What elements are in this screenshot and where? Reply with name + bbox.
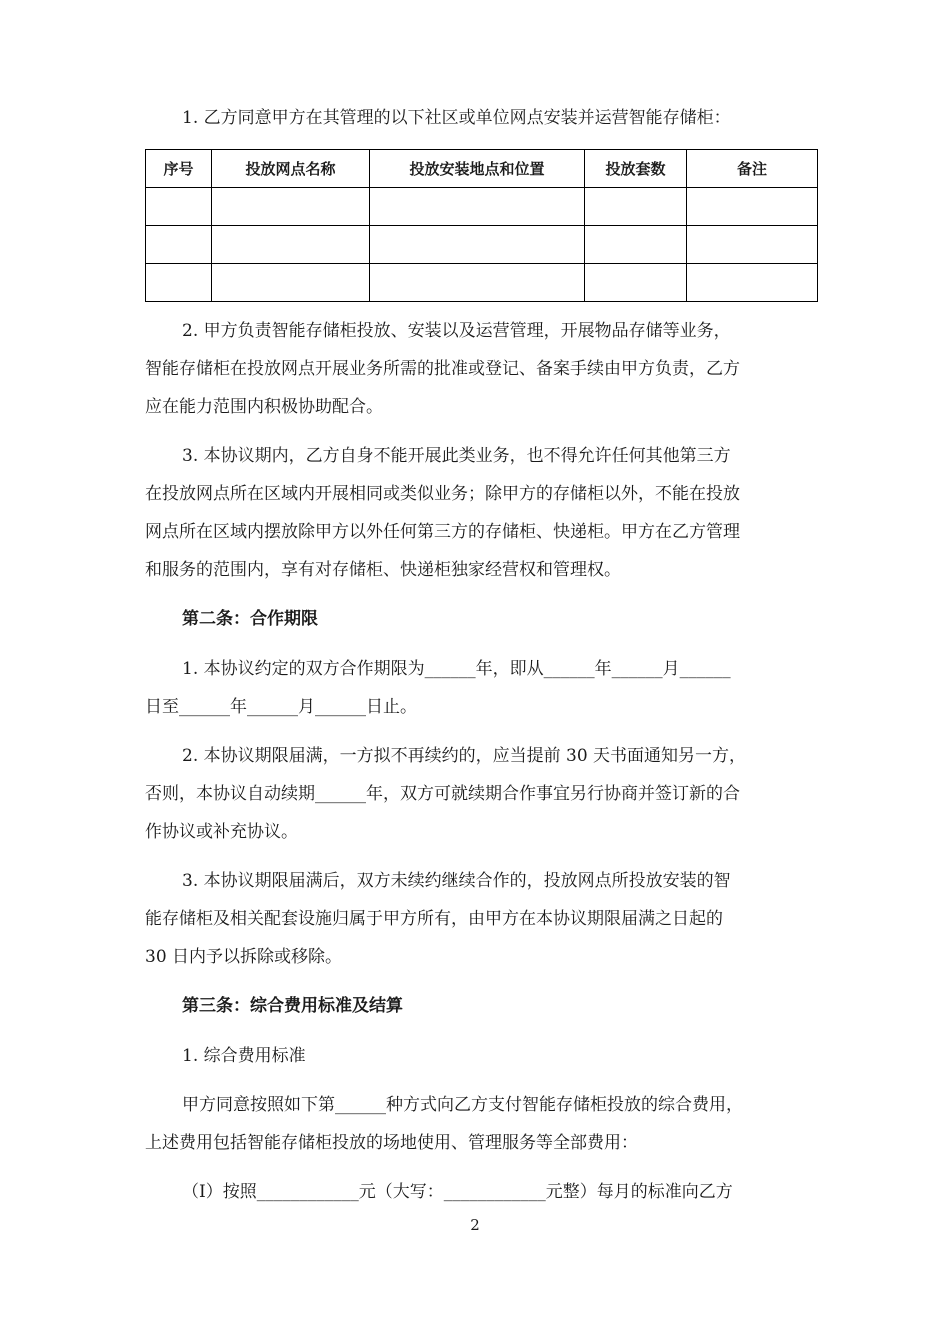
clause2-item2-line2: 否则，本协议自动续期______年，双方可就续期合作事宜另行协商并签订新的合 — [145, 784, 740, 804]
table-cell — [212, 226, 370, 264]
clause1-item3-line2: 在投放网点所在区域内开展相同或类似业务；除甲方的存储柜以外，不能在投放 — [145, 484, 740, 504]
clause2-item3-line1: 3. 本协议期限届满后，双方未续约继续合作的，投放网点所投放安装的智 — [182, 871, 731, 891]
table-cell — [687, 188, 818, 226]
table-cell — [146, 188, 212, 226]
page-number: 2 — [470, 1216, 480, 1234]
clause1-item2-line3: 应在能力范围内积极协助配合。 — [145, 397, 383, 417]
table-cell — [370, 226, 585, 264]
clause2-item3-line3: 30 日内予以拆除或移除。 — [145, 947, 343, 967]
table-row — [146, 226, 818, 264]
table-cell — [212, 264, 370, 302]
clause3-para-line1: 甲方同意按照如下第______种方式向乙方支付智能存储柜投放的综合费用， — [182, 1095, 743, 1115]
clause2-item2-line1: 2. 本协议期限届满，一方拟不再续约的，应当提前 30 天书面通知另一方， — [182, 746, 747, 766]
table-header-cell: 序号 — [146, 150, 212, 188]
table-cell — [146, 226, 212, 264]
table-cell — [585, 264, 687, 302]
clause1-item3-line4: 和服务的范围内，享有对存储柜、快递柜独家经营权和管理权。 — [145, 560, 621, 580]
clause1-item3-line1: 3. 本协议期内，乙方自身不能开展此类业务，也不得允许任何其他第三方 — [182, 446, 731, 466]
table-cell — [146, 264, 212, 302]
table-header-cell: 备注 — [687, 150, 818, 188]
clause3-title: 第三条：综合费用标准及结算 — [182, 996, 403, 1016]
table-cell — [370, 264, 585, 302]
clause3-option1: （Ⅰ）按照____________元（大写：____________元整）每月的标准向乙方 — [182, 1182, 733, 1202]
table-cell — [687, 264, 818, 302]
clause2-item3-line2: 能存储柜及相关配套设施归属于甲方所有，由甲方在本协议期限届满之日起的 — [145, 909, 723, 929]
table-cell — [370, 188, 585, 226]
clause1-item1: 1. 乙方同意甲方在其管理的以下社区或单位网点安装并运营智能存储柜： — [182, 108, 731, 128]
clause3-item1: 1. 综合费用标准 — [182, 1046, 306, 1066]
table-header-cell: 投放安装地点和位置 — [370, 150, 585, 188]
table-cell — [212, 188, 370, 226]
table-header-row — [146, 150, 818, 188]
clause1-item2-line2: 智能存储柜在投放网点开展业务所需的批准或登记、备案手续由甲方负责，乙方 — [145, 359, 740, 379]
table-cell — [585, 226, 687, 264]
table-row — [146, 264, 818, 302]
table-header-cell: 投放套数 — [585, 150, 687, 188]
deployment-sites-table — [145, 149, 818, 302]
clause2-title: 第二条：合作期限 — [182, 609, 318, 629]
table-cell — [585, 188, 687, 226]
clause1-item2-line1: 2. 甲方负责智能存储柜投放、安装以及运营管理，开展物品存储等业务， — [182, 321, 731, 341]
clause1-item3-line3: 网点所在区域内摆放除甲方以外任何第三方的存储柜、快递柜。甲方在乙方管理 — [145, 522, 740, 542]
table-header-cell: 投放网点名称 — [212, 150, 370, 188]
clause2-item1-line2: 日至______年______月______日止。 — [145, 697, 417, 717]
clause2-item2-line3: 作协议或补充协议。 — [145, 822, 298, 842]
table-cell — [687, 226, 818, 264]
table-row — [146, 188, 818, 226]
clause2-item1-line1: 1. 本协议约定的双方合作期限为______年，即从______年______月______ — [182, 659, 731, 679]
clause3-para-line2: 上述费用包括智能存储柜投放的场地使用、管理服务等全部费用： — [145, 1133, 638, 1153]
